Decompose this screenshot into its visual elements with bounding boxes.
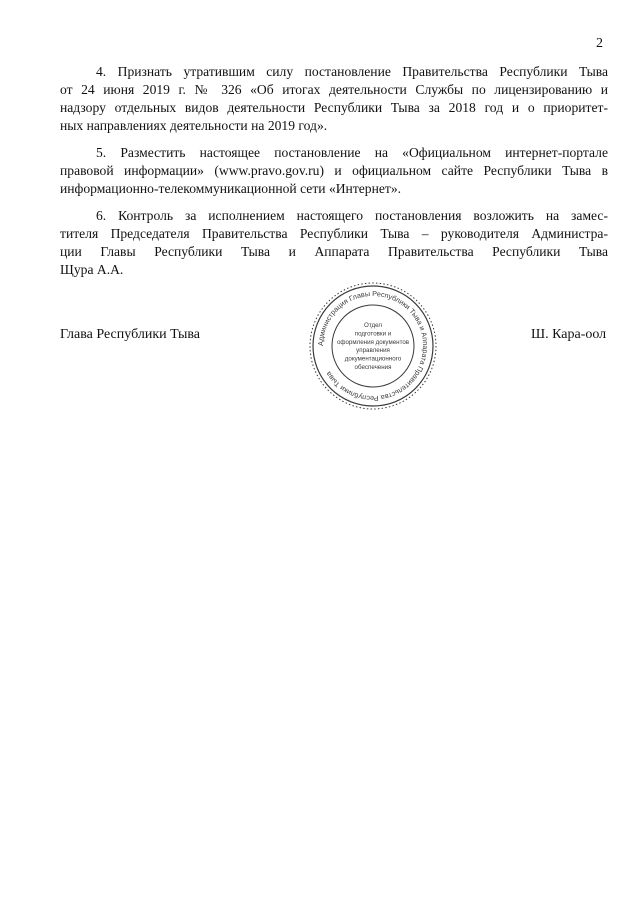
- paragraph-6: [60, 207, 608, 279]
- seal-center-line: обеспечения: [354, 364, 392, 371]
- paragraph-line: 6. Контроль за исполнением настоящего постановления возложить на замес-: [96, 208, 608, 223]
- signatory-name: Ш. Кара-оол: [531, 327, 607, 342]
- seal-outer-text: Администрация Главы Республики Тыва и Аппарата Правительства Республики Тыва: [315, 288, 431, 404]
- paragraph-line: ции Главы Республики Тыва и Аппарата Правительства Республики Тыва: [60, 244, 608, 259]
- paragraph-5: [60, 144, 608, 198]
- seal-center-line: документационного: [344, 355, 402, 363]
- seal-center-line: подготовки и: [354, 330, 392, 338]
- official-seal: [307, 280, 439, 412]
- seal-center-line: оформления документов: [336, 338, 410, 346]
- paragraph-4: [60, 63, 608, 135]
- paragraph-line: 4. Признать утратившим силу постановление Правительства Республики Тыва: [96, 64, 608, 79]
- paragraph-line: информационно-телекоммуникационной сети «Интернет».: [60, 181, 402, 196]
- paragraph-line: надзору отдельных видов деятельности Республики Тыва за 2018 год и о приоритет-: [60, 100, 608, 115]
- paragraph-line: Щура А.А.: [60, 262, 124, 277]
- seal-center-line: Отдел: [364, 322, 382, 329]
- seal-center-line: управления: [356, 347, 390, 355]
- page-number: 2: [596, 36, 603, 51]
- paragraph-line: от 24 июня 2019 г. № 326 «Об итогах деятельности Службы по лицензированию и: [60, 82, 608, 97]
- paragraph-line: правовой информации» (www.pravo.gov.ru) и официальном сайте Республики Тыва в: [60, 163, 608, 178]
- signatory-position: Глава Республики Тыва: [60, 327, 201, 342]
- paragraph-line: тителя Председателя Правительства Республики Тыва – руководителя Администра-: [60, 226, 608, 241]
- paragraph-line: 5. Разместить настоящее постановление на «Официальном интернет-портале: [96, 145, 608, 160]
- paragraph-line: ных направлениях деятельности на 2019 год».: [60, 118, 328, 133]
